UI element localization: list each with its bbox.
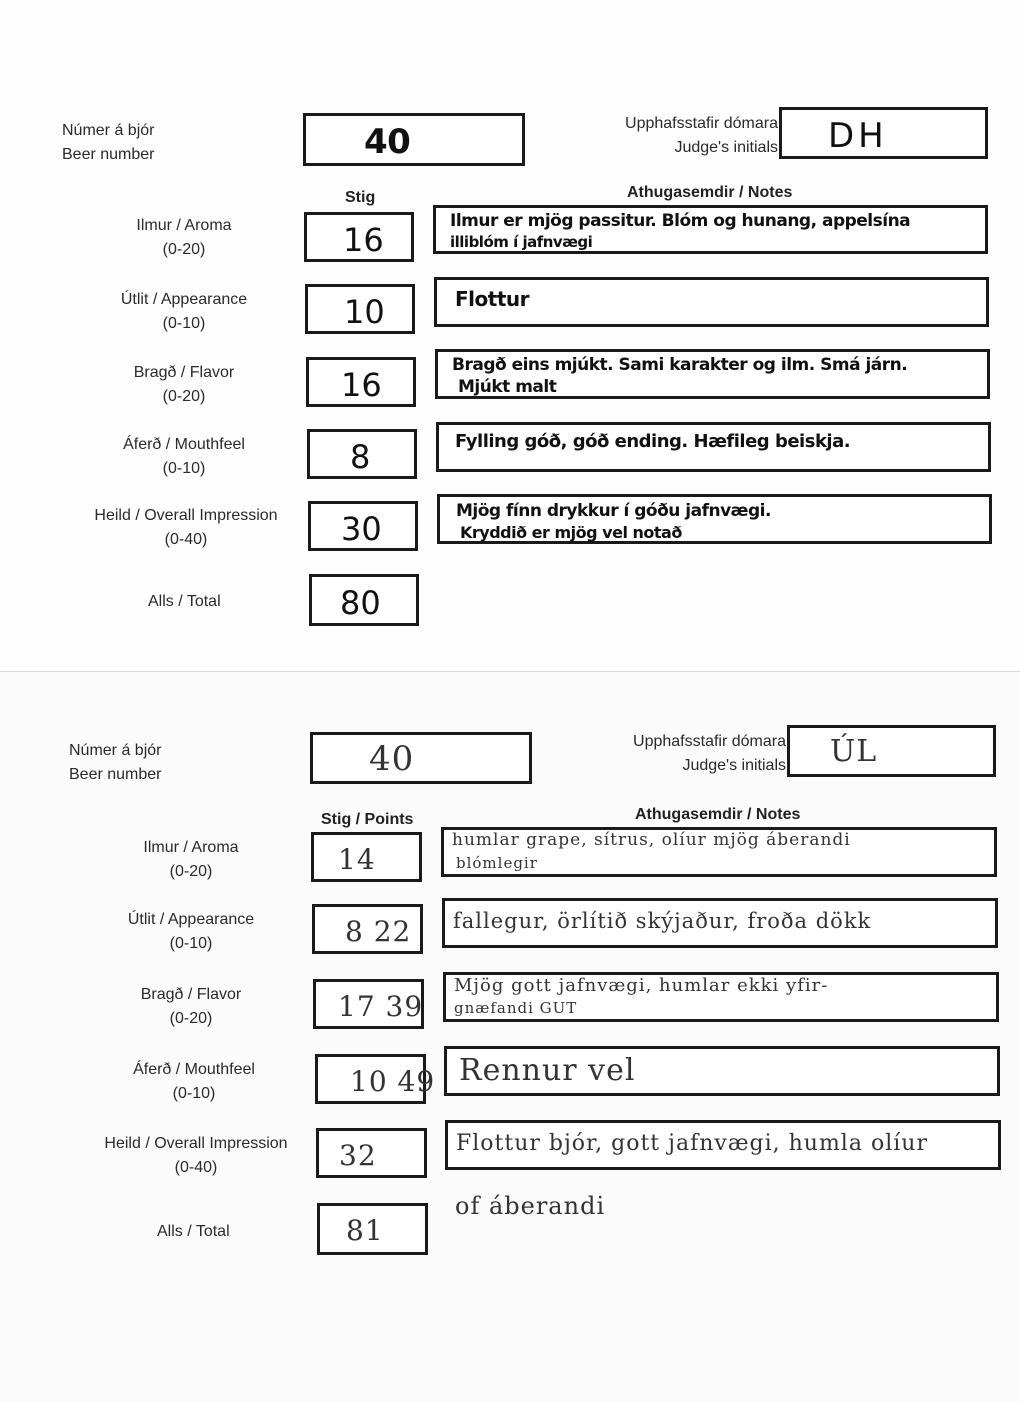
overall-score-value: 32 <box>339 1139 377 1172</box>
flavor-label: Bragð / Flavor (0-20) <box>140 986 242 1027</box>
flavor-notes-field[interactable] <box>443 972 999 1022</box>
flavor-notes-line-1: Bragð eins mjúkt. Sami karakter og ilm. Smá járn. <box>452 355 908 375</box>
mouthfeel-score-value: 10 49 <box>350 1065 436 1098</box>
flavor-score-field[interactable] <box>306 357 416 407</box>
mouthfeel-notes-line-1: Fylling góð, góð ending. Hæfileg beiskja. <box>455 431 851 452</box>
appearance-notes-line-1: fallegur, örlítið skýjaður, froða dökk <box>453 909 872 933</box>
aroma-score-field[interactable] <box>311 832 422 882</box>
points-header: Stig / Points <box>321 811 414 828</box>
points-header: Stig <box>345 189 376 206</box>
overall-score-field[interactable] <box>316 1128 427 1178</box>
judge-initials-value: DH <box>828 116 888 156</box>
beer-number-value: 40 <box>369 739 415 779</box>
mouthfeel-label: Áferð / Mouthfeel (0-10) <box>123 436 245 477</box>
overall-score-field[interactable] <box>308 501 418 551</box>
appearance-label: Útlit / Appearance (0-10) <box>120 291 248 332</box>
flavor-score-value: 17 39 <box>338 990 424 1023</box>
overall-label: Heild / Overall Impression (0-40) <box>104 1135 288 1176</box>
total-score-value: 80 <box>340 584 381 622</box>
mouthfeel-label: Áferð / Mouthfeel (0-10) <box>133 1061 255 1102</box>
appearance-score-field[interactable] <box>305 284 415 334</box>
overall-label: Heild / Overall Impression (0-40) <box>94 507 278 548</box>
judge-initials-label: Upphafsstafir dómara Judge's initials <box>633 733 786 774</box>
flavor-notes-line-2: gnæfandi GUT <box>454 999 578 1017</box>
mouthfeel-notes-line-1: Rennur vel <box>459 1053 636 1088</box>
appearance-notes-field[interactable] <box>442 898 998 948</box>
overall-score-value: 30 <box>341 510 382 548</box>
mouthfeel-notes-field[interactable] <box>436 422 991 472</box>
total-score-field[interactable] <box>317 1203 428 1255</box>
overall-notes-line-1: Flottur bjór, gott jafnvægi, humla olíur <box>456 1131 928 1156</box>
beer-number-field[interactable] <box>303 113 525 166</box>
aroma-score-field[interactable] <box>304 212 414 262</box>
total-label: Alls / Total <box>157 1223 230 1240</box>
flavor-notes-field[interactable] <box>435 349 990 399</box>
flavor-score-field[interactable] <box>313 979 424 1029</box>
aroma-notes-line-2: illiblóm í jafnvægi <box>450 233 593 251</box>
overall-notes-line-1: Mjög fínn drykkur í góðu jafnvægi. <box>456 501 771 521</box>
beer-number-value: 40 <box>364 122 411 162</box>
overall-notes-field[interactable] <box>445 1120 1001 1170</box>
beer-number-field[interactable] <box>310 732 532 784</box>
overall-notes-line-2: Kryddið er mjög vel notað <box>460 523 682 542</box>
overall-notes-field[interactable] <box>437 494 992 544</box>
notes-header: Athugasemdir / Notes <box>627 184 793 201</box>
aroma-score-value: 14 <box>338 843 376 876</box>
total-score-value: 81 <box>346 1214 384 1247</box>
appearance-score-value: 10 <box>344 293 385 331</box>
aroma-notes-line-2: blómlegir <box>456 854 538 872</box>
flavor-label: Bragð / Flavor (0-20) <box>133 364 235 405</box>
aroma-score-value: 16 <box>343 221 384 259</box>
score-sheet-1 <box>0 0 1020 672</box>
mouthfeel-notes-field[interactable] <box>444 1046 1000 1096</box>
aroma-notes-line-1: Ilmur er mjög passitur. Blóm og hunang, appelsína <box>450 211 911 231</box>
beer-number-label: Númer á bjór Beer number <box>69 742 162 783</box>
overall-notes-overflow: of áberandi <box>455 1192 606 1220</box>
appearance-notes-line-1: Flottur <box>455 287 529 311</box>
aroma-label: Ilmur / Aroma (0-20) <box>143 839 239 880</box>
appearance-score-value: 8 22 <box>345 915 412 948</box>
appearance-notes-field[interactable] <box>434 277 989 327</box>
beer-number-label: Númer á bjór Beer number <box>62 122 155 163</box>
aroma-notes-field[interactable] <box>441 827 997 877</box>
total-score-field[interactable] <box>309 574 419 626</box>
flavor-notes-line-1: Mjög gott jafnvægi, humlar ekki yfir- <box>454 975 829 996</box>
mouthfeel-score-field[interactable] <box>315 1054 436 1104</box>
flavor-score-value: 16 <box>341 366 382 404</box>
appearance-label: Útlit / Appearance (0-10) <box>127 911 255 952</box>
aroma-notes-line-1: humlar grape, sítrus, olíur mjög áberandi <box>452 830 851 850</box>
mouthfeel-score-field[interactable] <box>307 429 417 479</box>
mouthfeel-score-value: 8 <box>350 438 371 476</box>
judge-initials-label: Upphafsstafir dómara Judge's initials <box>625 115 778 156</box>
aroma-notes-field[interactable] <box>433 205 988 254</box>
judge-initials-field[interactable] <box>779 107 988 159</box>
judge-initials-value: ÚL <box>830 734 878 769</box>
score-sheet-2 <box>0 672 1020 1402</box>
total-label: Alls / Total <box>148 593 221 610</box>
aroma-label: Ilmur / Aroma (0-20) <box>136 217 232 258</box>
notes-header: Athugasemdir / Notes <box>635 806 801 823</box>
flavor-notes-line-2: Mjúkt malt <box>458 377 557 397</box>
appearance-score-field[interactable] <box>312 904 423 954</box>
judge-initials-field[interactable] <box>787 725 996 777</box>
